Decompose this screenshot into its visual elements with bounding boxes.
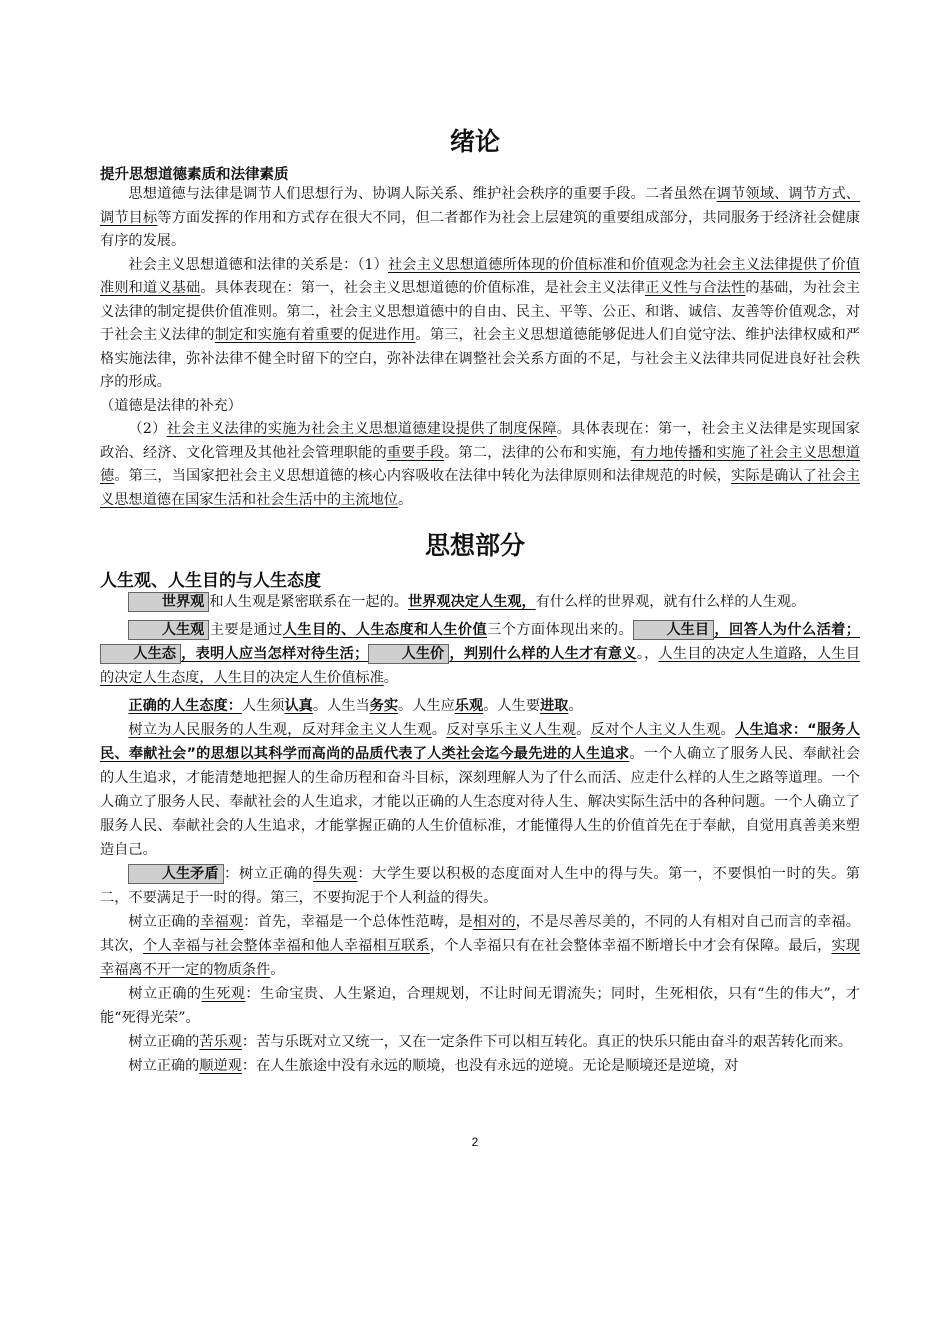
- intro-paragraph-2: 社会主义思想道德和法律的关系是：（1）社会主义思想道德所体现的价值标准和价值观念为社会主义法律提供了价值准则和道义基础。具体表现在：第一，社会主义思想道德的价值标准，是社会主义法律正义性与合法性的基础，为社会主义法律的制定提供价值准则。第二，社会主义思想道德中的自由、民主、平等、公正、和谐、诚信、友善等价值观念，对于社会主义法律的制定和实施有着重要的促进作用。第三，社会主义思想道德能够促进人们自觉守法、维护法律权威和严格实施法律，弥补法律不健全时留下的空白，弥补法律在调整社会关系方面的不足，与社会主义法律共同促进良好社会秩序的形成。: [100, 256, 860, 390]
- worldview-paragraph: 世界观 和人生观是紧密联系在一起的。世界观决定人生观，有什么样的世界观，就有什么样的人生观。: [100, 590, 860, 614]
- section-subtitle: 人生观、人生目的与人生态度: [100, 571, 321, 591]
- outlook-box: 人生观: [128, 620, 209, 640]
- intro-body: [100, 183, 860, 512]
- intro-subtitle: 提升思想道德素质和法律素质: [100, 167, 289, 183]
- happiness-paragraph: 树立正确的幸福观：首先，幸福是一个总体性范畴，是相对的，不是尽善尽美的，不同的人有相对自己而言的幸福。其次，个人幸福与社会整体幸福和他人幸福相互联系，个人幸福只有在社会整体幸福不断增长中才会有保障。最后，实现幸福离不开一定的物质条件。: [100, 914, 860, 978]
- attitude-paragraph: 正确的人生态度：人生须认真。人生当务实。人生应乐观。人生要进取。: [128, 698, 583, 714]
- outlook-paragraph: 人生观 主要是通过人生目的、人生态度和人生价值三个方面体现出来的。 人生目 ，回答人为什么活着；人生态 ，表明人应当怎样对待生活； 人生价 ，判别什么样的人生才有意义。，人生目的决定人生道路，人生目的决定人生态度，人生目的决定人生价值标准。: [100, 622, 860, 686]
- adversity-paragraph: 树立正确的顺逆观：在人生旅途中没有永远的顺境，也没有永远的逆境。无论是顺境还是逆境，对: [128, 1058, 739, 1074]
- value-box: 人生价: [368, 644, 449, 664]
- intro-paragraph-3: （2）社会主义法律的实施为社会主义思想道德建设提供了制度保障。具体表现在：第一，社会主义法律是实现国家政治、经济、文化管理及其他社会管理职能的重要手段。第二，法律的公布和实施，有力地传播和实施了社会主义思想道德。第三，当国家把社会主义思想道德的核心内容吸收在法律中转化为法律原则和法律规范的时候，实际是确认了社会主义思想道德在国家生活和社会生活中的主流地位。: [100, 421, 860, 508]
- intro-paragraph-1: 思想道德与法律是调节人们思想行为、协调人际关系、维护社会秩序的重要手段。二者虽然在调节领域、调节方式、调节目标等方面发挥的作用和方式存在很大不同，但二者都作为社会上层建筑的重要组成部分，共同服务于经济社会健康有序的发展。: [100, 186, 860, 249]
- intro-title: 绪论: [449, 127, 500, 156]
- worldview-box: 世界观: [128, 592, 209, 612]
- life-death-paragraph: 树立正确的生死观：生命宝贵、人生紧迫，合理规划，不让时间无谓流失；同时，生死相依，只有“生的伟大”，才能“死得光荣”。: [100, 986, 860, 1026]
- section-body: [100, 590, 860, 1078]
- pursuit-paragraph: 树立为人民服务的人生观，反对拜金主义人生观。反对享乐主义人生观。反对个人主义人生观。人生追求：“服务人民、奉献社会”的思想以其科学而高尚的品质代表了人类社会迄今最先进的人生追求。一个人确立了服务人民、奉献社会的人生追求，才能清楚地把握人的生命历程和奋斗目标，深刻理解人为了什么而活、应走什么样的人生之路等道理。一个人确立了服务人民、奉献社会的人生追求，才能以正确的人生态度对待人生、解决实际生活中的各种问题。一个人确立了服务人民、奉献社会的人生追求，才能掌握正确的人生价值标准，才能懂得人生的价值首先在于奉献，自觉用真善美来塑造自己。: [100, 722, 860, 858]
- purpose-box: 人生目: [633, 620, 714, 640]
- page-number: 2: [471, 1135, 479, 1149]
- suffering-joy-paragraph: 树立正确的苦乐观：苦与乐既对立又统一，又在一定条件下可以相互转化。真正的快乐只能由奋斗的艰苦转化而来。: [128, 1034, 852, 1050]
- contradiction-box: 人生矛盾: [128, 864, 223, 884]
- intro-note: （道德是法律的补充）: [100, 397, 242, 414]
- attitude-box: 人生态: [100, 644, 181, 664]
- section-title: 思想部分: [424, 531, 525, 560]
- gain-loss-paragraph: 人生矛盾 ：树立正确的得失观：大学生要以积极的态度面对人生中的得与失。第一，不要惧怕一时的失。第二，不要满足于一时的得。第三，不要拘泥于个人利益的得失。: [100, 866, 860, 906]
